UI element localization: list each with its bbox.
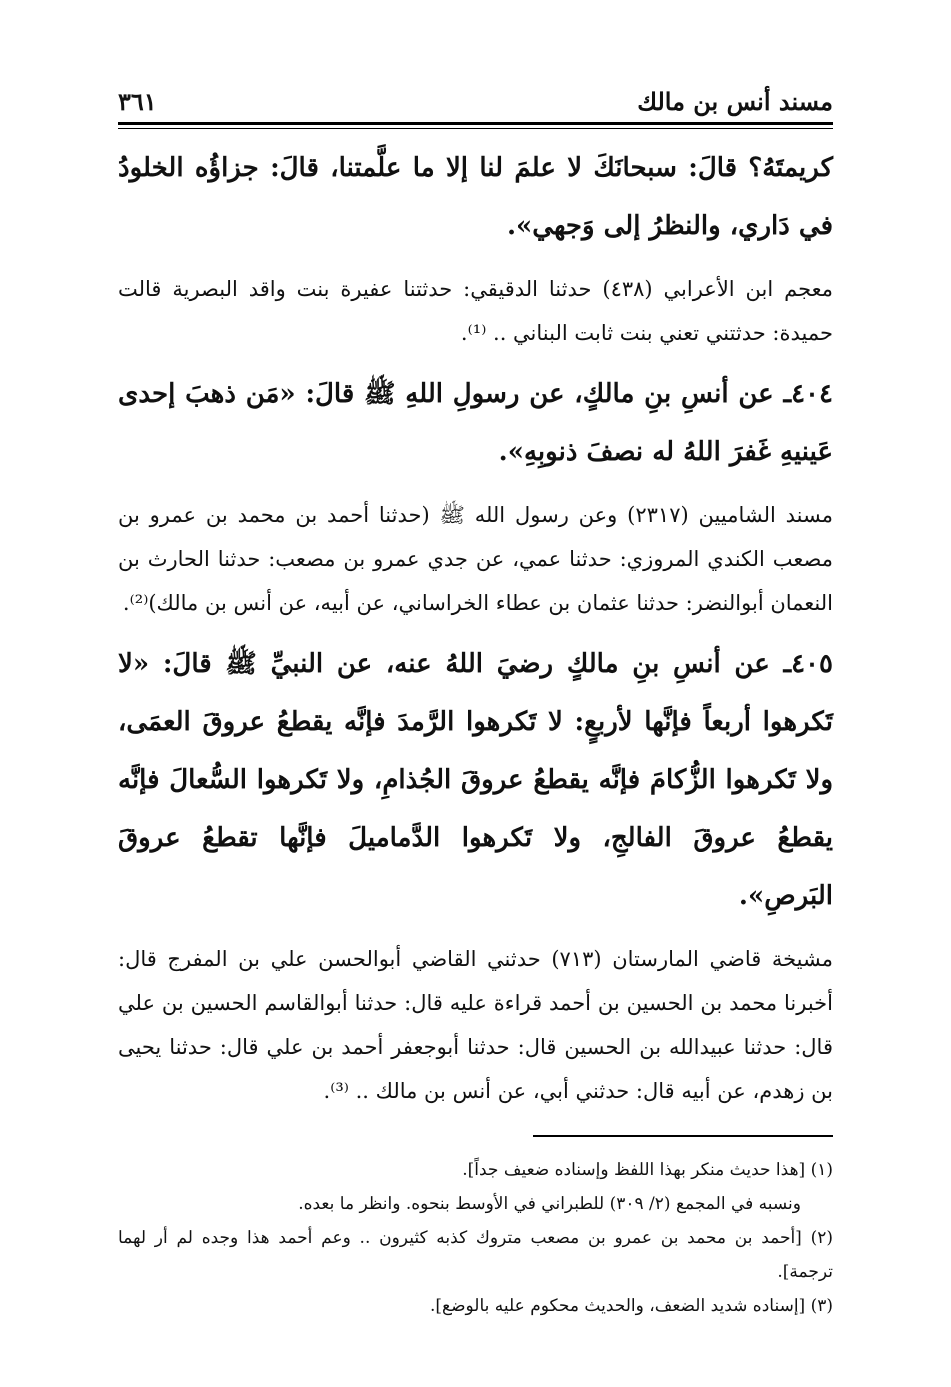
footnotes <box>118 1153 833 1323</box>
footnote-3: (٣) [إسناده شديد الضعف، والحديث محكوم عليه بالوضع]. <box>430 1296 833 1316</box>
header-rule-thin <box>118 128 833 129</box>
footnote-separator <box>533 1135 833 1137</box>
source-citation-1: معجم ابن الأعرابي (٤٣٨) حدثنا الدقيقي: حدثتنا عفيرة بنت واقد البصرية قالت حميدة: حدثتني تعني بنت ثابت البناني .. ⁽¹⁾. <box>118 277 834 345</box>
footnote-1-note: ونسبه في المجمع (٢/ ٣٠٩) للطبراني في الأوسط بنحوه. وانظر ما بعده. <box>298 1194 801 1214</box>
hadith-text-continued: كريمتَهُ؟ قالَ: سبحانَكَ لا علمَ لنا إلا ما علَّمتنا، قالَ: جزاؤُه الخلودُ في دَاري، والنظرُ إلى وَجهي». <box>118 153 833 241</box>
header-rule <box>118 122 833 125</box>
running-header <box>118 72 833 116</box>
hadith-405: ٤٠٥ـ عن أنسِ بنِ مالكٍ رضيَ اللهُ عنه، عن النبيِّ ﷺ قالَ: «لا تَكرهوا أربعاً فإنَّها لأربعٍ: لا تَكرهوا الرَّمدَ فإنَّه يقطعُ عروقَ العمَى، ولا تَكرهوا الزُّكامَ فإنَّه يقطعُ عروقَ الجُذامِ، ولا تَكرهوا السُّعالَ فإنَّه يقطعُ عروقَ الفالجِ، ولا تَكرهوا الدَّماميلَ فإنَّها تقطعُ عروقَ البَرصِ». <box>118 649 833 911</box>
footnote-1: (١) [هذا حديث منكر بهذا اللفظ وإسناده ضعيف جداً]. <box>462 1160 833 1180</box>
hadith-404: ٤٠٤ـ عن أنسِ بنِ مالكٍ، عن رسولِ اللهِ ﷺ قالَ: «مَن ذهبَ إحدى عَينيهِ غَفرَ اللهُ له نصفَ ذنوبِهِ». <box>118 379 833 467</box>
book-title: مسند أنس بن مالك <box>637 87 833 116</box>
source-citation-2: مسند الشاميين (٢٣١٧) وعن رسول الله ﷺ (حدثنا أحمد بن محمد بن عمرو بن مصعب الكندي المروزي: حدثنا عمي، عن جدي عمرو بن مصعب: حدثنا الحارث بن النعمان أبوالنضر: حدثنا عثمان بن عطاء الخراساني، عن أبيه، عن أنس بن مالك)⁽²⁾. <box>118 503 833 615</box>
source-citation-3: مشيخة قاضي المارستان (٧١٣) حدثني القاضي أبوالحسن علي بن المفرج قال: أخبرنا محمد بن الحسين بن أحمد قراءة عليه قال: حدثنا أبوالقاسم الحسين بن علي قال: حدثنا عبيدالله بن الحسين قال: حدثنا أبوجعفر أحمد بن علي قال: حدثنا يحيى بن زهدم، عن أبيه قال: حدثني أبي، عن أنس بن مالك .. ⁽³⁾. <box>118 947 833 1103</box>
footnote-2: (٢) [أحمد بن محمد بن عمرو بن مصعب متروك كذبه كثيرون .. وعم أحمد هذا وجده لم أر لهما ترجمة]. <box>118 1228 833 1282</box>
page-number: ٣٦١ <box>118 87 157 116</box>
